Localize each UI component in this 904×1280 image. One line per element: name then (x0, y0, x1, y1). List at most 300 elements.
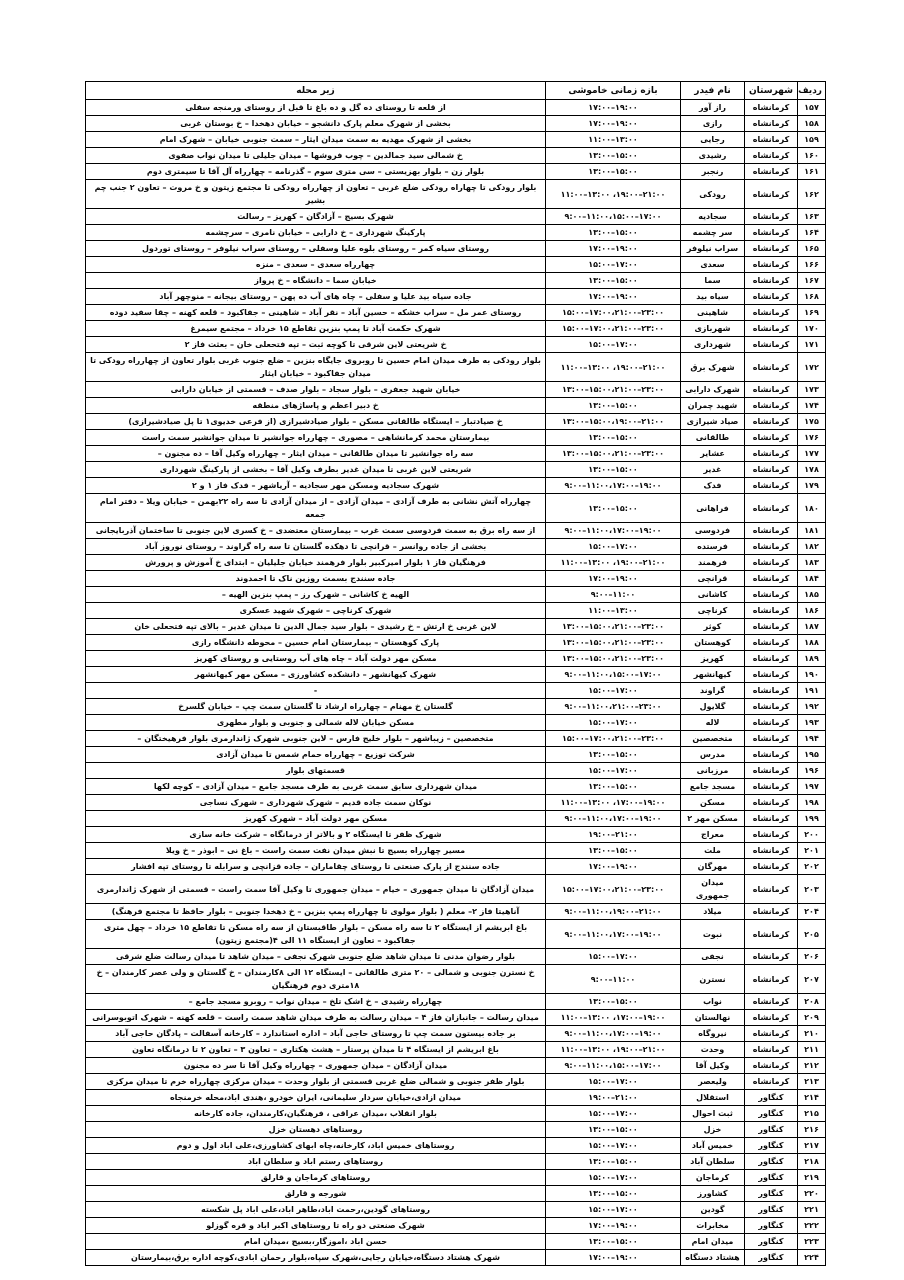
cell-subarea: میدان ازادی،خیابان سردار سلیمانی، ایران خودرو ،هندی اباد،محله خرمنجاه (86, 1090, 546, 1106)
cell-outage-time: ۱۷:۰۰–۱۹:۰۰ (546, 289, 681, 305)
cell-subarea: باغ ابریشم از ایستگاه ۴ تا میدان پرستار – هشت هکتاری – تعاون ۳ – تعاون ۲ تا درمانگاه تعاون (86, 1042, 546, 1058)
cell-subarea: خ شریعتی لاین شرقی تا کوچه ثبت – تپه فتحعلی خان – بعثت فاز ۲ (86, 337, 546, 353)
cell-outage-time: ۱۵:۰۰–۱۷:۰۰،۲۱:۰۰–۲۳:۰۰ (546, 305, 681, 321)
cell-city: کنگاور (745, 1170, 798, 1186)
cell-outage-time: ۹:۰۰–۱۱:۰۰ (546, 965, 681, 994)
cell-feeder-name: سجادیه (681, 209, 745, 225)
cell-subarea: بیمارستان محمد کرمانشاهی – مصوری – چهارراه جوانشیر تا میدان جوانشیر سمت راست (86, 430, 546, 446)
cell-row-number: ۲۱۹ (798, 1170, 826, 1186)
cell-city: کرمانشاه (745, 619, 798, 635)
table-row (86, 747, 826, 763)
cell-outage-time: ۱۳:۰۰–۱۵:۰۰ (546, 225, 681, 241)
table-row (86, 1154, 826, 1170)
cell-subarea: فرهنگیان فاز ۱ بلوار امیرکبیر بلوار فرهمند خیابان جلیلیان – ابتدای خ آموزش و پرورش (86, 555, 546, 571)
cell-feeder-name: سعدی (681, 257, 745, 273)
table-row (86, 571, 826, 587)
cell-row-number: ۲۲۱ (798, 1202, 826, 1218)
cell-feeder-name: ولیعصر (681, 1074, 745, 1090)
cell-feeder-name: کرماجان (681, 1170, 745, 1186)
table-row (86, 1202, 826, 1218)
cell-outage-time: ۹:۰۰–۱۱:۰۰،۱۵:۰۰–۱۷:۰۰ (546, 667, 681, 683)
cell-subarea: بلوار زن – بلوار بهزیستی – سی متری سوم – گذرنامه – چهارراه آل آقا تا سیمتری دوم (86, 164, 546, 180)
cell-row-number: ۱۹۷ (798, 779, 826, 795)
cell-outage-time: ۱۵:۰۰–۱۷:۰۰ (546, 1074, 681, 1090)
table-row (86, 1122, 826, 1138)
cell-row-number: ۲۰۵ (798, 920, 826, 949)
cell-subarea: روستاهای خمیس اباد، کارخانه،چاه ابهای کشاورزی،علی اباد اول و دوم (86, 1138, 546, 1154)
cell-row-number: ۱۸۸ (798, 635, 826, 651)
cell-city: کرمانشاه (745, 795, 798, 811)
cell-feeder-name: مسکن مهر ۲ (681, 811, 745, 827)
cell-subarea: روستای عمر مل – سراب خشکه – حسین آباد – نقر آباد – شاهینی – جفاکبود – قلعه کهنه – چقا سفید دوده (86, 305, 546, 321)
cell-city: کرمانشاه (745, 763, 798, 779)
cell-row-number: ۲۲۳ (798, 1234, 826, 1250)
cell-outage-time: ۹:۰۰–۱۱:۰۰ (546, 587, 681, 603)
cell-outage-time: ۱۳:۰۰–۱۵:۰۰ (546, 1122, 681, 1138)
cell-outage-time: ۱۷:۰۰–۱۹:۰۰ (546, 116, 681, 132)
cell-feeder-name: نجفی (681, 949, 745, 965)
cell-subarea: میدان شهرداری سابق سمت غربی به طرف مسجد جامع – میدان آزادی – کوچه لکها (86, 779, 546, 795)
table-row (86, 273, 826, 289)
cell-row-number: ۱۵۷ (798, 100, 826, 116)
cell-row-number: ۱۸۷ (798, 619, 826, 635)
cell-feeder-name: هشتاد دستگاه (681, 1250, 745, 1266)
cell-city: کرمانشاه (745, 273, 798, 289)
cell-city: کنگاور (745, 1154, 798, 1170)
cell-outage-time: ۹:۰۰–۱۱:۰۰،۱۷:۰۰–۱۹:۰۰ (546, 478, 681, 494)
cell-city: کرمانشاه (745, 478, 798, 494)
cell-row-number: ۱۸۰ (798, 494, 826, 523)
cell-city: کرمانشاه (745, 715, 798, 731)
cell-feeder-name: صیاد شیرازی (681, 414, 745, 430)
cell-city: کرمانشاه (745, 920, 798, 949)
cell-subarea: بلوار رودکی به طرف میدان امام حسین تا روبروی جایگاه بنزین – ضلع جنوب غربی بلوار تعاون از چهارراه رودکی تا میدان جفاکبود – خیابان ایثار (86, 353, 546, 382)
header-feeder-name: نام فیدر (681, 82, 745, 100)
cell-row-number: ۲۲۰ (798, 1186, 826, 1202)
cell-subarea: قسمتهای بلوار (86, 763, 546, 779)
cell-row-number: ۱۶۸ (798, 289, 826, 305)
cell-outage-time: ۱۳:۰۰–۱۵:۰۰ (546, 148, 681, 164)
cell-subarea: میدان آزادگان – میدان جمهوری – چهارراه وکیل آقا تا سر ده مجنون (86, 1058, 546, 1074)
cell-feeder-name: شهرک برق (681, 353, 745, 382)
table-row (86, 1138, 826, 1154)
cell-city: کنگاور (745, 1122, 798, 1138)
table-row (86, 478, 826, 494)
table-row (86, 132, 826, 148)
cell-outage-time: ۱۵:۰۰–۱۷:۰۰ (546, 1202, 681, 1218)
cell-row-number: ۱۶۵ (798, 241, 826, 257)
cell-feeder-name: متخصصین (681, 731, 745, 747)
cell-row-number: ۲۰۴ (798, 904, 826, 920)
cell-row-number: ۱۸۹ (798, 651, 826, 667)
table-row (86, 209, 826, 225)
cell-row-number: ۱۷۴ (798, 398, 826, 414)
cell-feeder-name: سراب نیلوفر (681, 241, 745, 257)
cell-subarea: خ دبیر اعظم و پاساژهای منطقه (86, 398, 546, 414)
cell-feeder-name: رودکی (681, 180, 745, 209)
cell-subarea: لاین غربی خ ارتش – خ رشیدی – بلوار سید جمال الدین تا میدان غدیر – بالای تپه فتحعلی خان (86, 619, 546, 635)
cell-feeder-name: نبوت (681, 920, 745, 949)
cell-city: کرمانشاه (745, 1058, 798, 1074)
cell-outage-time: ۱۵:۰۰–۱۷:۰۰ (546, 1106, 681, 1122)
cell-subarea: بخشی از جاده روانسر – قرانچی تا دهکده گلستان تا سه راه گراوند – روستای نوروز آباد (86, 539, 546, 555)
cell-row-number: ۲۱۴ (798, 1090, 826, 1106)
cell-outage-time: ۱۳:۰۰–۱۵:۰۰ (546, 779, 681, 795)
cell-feeder-name: گراوند (681, 683, 745, 699)
cell-feeder-name: فردوسی (681, 523, 745, 539)
table-row (86, 225, 826, 241)
cell-subarea: شهرک کرناچی – شهرک شهید عسکری (86, 603, 546, 619)
cell-feeder-name: عشایر (681, 446, 745, 462)
cell-feeder-name: کشاورز (681, 1186, 745, 1202)
cell-outage-time: ۱۵:۰۰–۱۷:۰۰ (546, 763, 681, 779)
table-row (86, 1058, 826, 1074)
cell-subarea: پارکینگ شهرداری – خ دارابی – خیابان نامری – سرچشمه (86, 225, 546, 241)
cell-outage-time: ۱۵:۰۰–۱۷:۰۰ (546, 257, 681, 273)
cell-city: کرمانشاه (745, 904, 798, 920)
cell-row-number: ۱۶۹ (798, 305, 826, 321)
table-row (86, 353, 826, 382)
cell-subarea: روستاهای دهستان خزل (86, 1122, 546, 1138)
cell-row-number: ۱۹۰ (798, 667, 826, 683)
table-row (86, 148, 826, 164)
cell-outage-time: ۱۱:۰۰–۱۳:۰۰ ،۱۹:۰۰–۲۱:۰۰ (546, 1042, 681, 1058)
cell-row-number: ۱۷۱ (798, 337, 826, 353)
cell-subarea: شرکت توزیع – چهارراه حمام شمس تا میدان آزادی (86, 747, 546, 763)
cell-city: کرمانشاه (745, 555, 798, 571)
cell-outage-time: ۹:۰۰–۱۱:۰۰،۱۷:۰۰–۱۹:۰۰ (546, 811, 681, 827)
cell-feeder-name: نواب (681, 994, 745, 1010)
cell-feeder-name: نیروگاه (681, 1026, 745, 1042)
cell-outage-time: ۱۵:۰۰–۱۷:۰۰ (546, 715, 681, 731)
cell-row-number: ۱۵۸ (798, 116, 826, 132)
cell-feeder-name: طالقانی (681, 430, 745, 446)
cell-city: کنگاور (745, 1250, 798, 1266)
cell-row-number: ۱۶۶ (798, 257, 826, 273)
cell-city: کرمانشاه (745, 337, 798, 353)
cell-row-number: ۲۱۷ (798, 1138, 826, 1154)
cell-outage-time: ۱۷:۰۰–۱۹:۰۰ (546, 1218, 681, 1234)
table-row (86, 1250, 826, 1266)
cell-feeder-name: گلایول (681, 699, 745, 715)
cell-row-number: ۱۶۲ (798, 180, 826, 209)
cell-outage-time: ۱۳:۰۰–۱۵:۰۰،۲۱:۰۰–۲۳:۰۰ (546, 651, 681, 667)
table-row (86, 875, 826, 904)
table-row (86, 164, 826, 180)
cell-outage-time: ۱۱:۰۰–۱۳:۰۰ ،۱۹:۰۰–۲۱:۰۰ (546, 353, 681, 382)
cell-city: کنگاور (745, 1106, 798, 1122)
header-subarea: زیر محله (86, 82, 546, 100)
table-row (86, 920, 826, 949)
cell-city: کرمانشاه (745, 241, 798, 257)
table-row (86, 843, 826, 859)
cell-city: کرمانشاه (745, 603, 798, 619)
cell-row-number: ۱۹۸ (798, 795, 826, 811)
cell-city: کرمانشاه (745, 523, 798, 539)
cell-subarea: خیابان سما – دانشگاه – خ پرواز (86, 273, 546, 289)
cell-subarea: شهرک هشتاد دستگاه،خیابان رجایی،شهرک سپاه،بلوار رحمان ابادی،کوچه اداره برق،بیمارستان (86, 1250, 546, 1266)
cell-outage-time: ۱۵:۰۰–۱۷:۰۰ (546, 949, 681, 965)
cell-outage-time: ۹:۰۰–۱۱:۰۰،۱۷:۰۰–۱۹:۰۰ (546, 920, 681, 949)
table-row (86, 763, 826, 779)
cell-city: کرمانشاه (745, 1042, 798, 1058)
cell-subarea: حسن اباد ،اموزگار،بسیج ،میدان امام (86, 1234, 546, 1250)
header-city: شهرستان (745, 82, 798, 100)
cell-feeder-name: فدک (681, 478, 745, 494)
header-outage-time: بازه زمانی خاموشی (546, 82, 681, 100)
cell-outage-time: ۱۳:۰۰–۱۵:۰۰،۱۹:۰۰–۲۱:۰۰ (546, 414, 681, 430)
table-row (86, 305, 826, 321)
cell-outage-time: ۱۱:۰۰–۱۳:۰۰ (546, 603, 681, 619)
cell-subarea: شهرک حکمت آباد تا پمپ بنزین تقاطع ۱۵ خرداد – مجتمع سیمرغ (86, 321, 546, 337)
cell-feeder-name: شاهینی (681, 305, 745, 321)
cell-subarea: شهرک صنعتی دو راه تا روستاهای اکبر اباد و قره گوزلو (86, 1218, 546, 1234)
cell-feeder-name: سیاه بید (681, 289, 745, 305)
cell-city: کرمانشاه (745, 699, 798, 715)
cell-row-number: ۱۶۴ (798, 225, 826, 241)
cell-city: کرمانشاه (745, 305, 798, 321)
table-row (86, 827, 826, 843)
cell-outage-time: ۹:۰۰–۱۱:۰۰،۱۷:۰۰–۱۹:۰۰ (546, 523, 681, 539)
table-row (86, 555, 826, 571)
cell-subarea: روستاهای رستم اباد و سلطان اباد (86, 1154, 546, 1170)
table-row (86, 1234, 826, 1250)
cell-outage-time: ۱۷:۰۰–۱۹:۰۰ (546, 100, 681, 116)
cell-subarea: بلوار رودکی تا چهاراه رودکی ضلع غربی – تعاون از چهارراه رودکی تا مجتمع زیتون و خ مروت – تعاون ۲ جنب چم بشیر (86, 180, 546, 209)
cell-city: کرمانشاه (745, 116, 798, 132)
cell-row-number: ۲۰۰ (798, 827, 826, 843)
cell-row-number: ۱۹۵ (798, 747, 826, 763)
cell-row-number: ۱۷۲ (798, 353, 826, 382)
cell-outage-time: ۱۷:۰۰–۱۹:۰۰ (546, 859, 681, 875)
cell-feeder-name: میدان جمهوری (681, 875, 745, 904)
cell-city: کرمانشاه (745, 859, 798, 875)
cell-outage-time: ۱۳:۰۰–۱۵:۰۰ (546, 273, 681, 289)
cell-feeder-name: کوهستان (681, 635, 745, 651)
cell-row-number: ۱۹۶ (798, 763, 826, 779)
table-row (86, 289, 826, 305)
cell-subarea: جاده سیاه بید علیا و سفلی – چاه های آب ده پهن – روستای بیجانه – منوچهر آباد (86, 289, 546, 305)
cell-row-number: ۲۱۳ (798, 1074, 826, 1090)
cell-city: کرمانشاه (745, 571, 798, 587)
cell-outage-time: ۱۵:۰۰–۱۷:۰۰ (546, 539, 681, 555)
cell-city: کرمانشاه (745, 949, 798, 965)
cell-city: کرمانشاه (745, 635, 798, 651)
cell-row-number: ۱۷۷ (798, 446, 826, 462)
cell-subarea: چهارراه رشیدی – خ اشک تلخ – میدان نواب – روبرو مسجد جامع – (86, 994, 546, 1010)
table-row (86, 1042, 826, 1058)
table-row (86, 994, 826, 1010)
cell-feeder-name: راز آور (681, 100, 745, 116)
cell-row-number: ۱۹۱ (798, 683, 826, 699)
table-row (86, 462, 826, 478)
cell-feeder-name: میدان امام (681, 1234, 745, 1250)
cell-outage-time: ۱۳:۰۰–۱۵:۰۰ (546, 164, 681, 180)
table-row (86, 635, 826, 651)
cell-outage-time: ۱۵:۰۰–۱۷:۰۰ (546, 1170, 681, 1186)
cell-feeder-name: استقلال (681, 1090, 745, 1106)
table-row (86, 619, 826, 635)
cell-subarea: الهیه خ کاشانی – شهرک رز – پمپ بنزین الهیه – (86, 587, 546, 603)
cell-city: کرمانشاه (745, 651, 798, 667)
cell-subarea: مسکن خیابان لاله شمالی و جنوبی و بلوار مطهری (86, 715, 546, 731)
cell-city: کرمانشاه (745, 747, 798, 763)
table-row (86, 446, 826, 462)
cell-row-number: ۱۵۹ (798, 132, 826, 148)
cell-outage-time: ۱۳:۰۰–۱۵:۰۰ (546, 1186, 681, 1202)
cell-outage-time: ۱۵:۰۰–۱۷:۰۰ (546, 337, 681, 353)
cell-feeder-name: مخابرات (681, 1218, 745, 1234)
cell-row-number: ۲۱۰ (798, 1026, 826, 1042)
cell-city: کنگاور (745, 1138, 798, 1154)
cell-subarea: بلوار رضوان مدنی تا میدان شاهد ضلع جنوبی شهرک نجفی – میدان شاهد تا میدان رسالت ضلع شرقی (86, 949, 546, 965)
cell-feeder-name: لاله (681, 715, 745, 731)
cell-city: کرمانشاه (745, 180, 798, 209)
cell-feeder-name: خزل (681, 1122, 745, 1138)
cell-outage-time: ۱۱:۰۰–۱۳:۰۰ ،۱۷:۰۰–۱۹:۰۰ (546, 1010, 681, 1026)
cell-subarea: شهرک سجادیه ومسکن مهر سجادیه – آریاشهر – فدک فاز ۱ و ۲ (86, 478, 546, 494)
cell-outage-time: ۹:۰۰–۱۱:۰۰،۲۱:۰۰–۲۳:۰۰ (546, 699, 681, 715)
cell-row-number: ۱۷۹ (798, 478, 826, 494)
cell-subarea: میدان آزادگان تا میدان جمهوری – خیام – میدان جمهوری تا وکیل آقا سمت راست – قسمتی از شهرک ژاندارمری (86, 875, 546, 904)
cell-outage-time: ۱۳:۰۰–۱۵:۰۰ (546, 994, 681, 1010)
cell-outage-time: ۱۳:۰۰–۱۵:۰۰ (546, 1234, 681, 1250)
cell-city: کرمانشاه (745, 1074, 798, 1090)
table-row (86, 1026, 826, 1042)
table-row (86, 795, 826, 811)
cell-subarea: گلستان خ مهنام – چهارراه ارشاد تا گلستان سمت چپ – خیابان گلسرخ (86, 699, 546, 715)
cell-city: کرمانشاه (745, 398, 798, 414)
cell-feeder-name: گودین (681, 1202, 745, 1218)
cell-city: کرمانشاه (745, 1010, 798, 1026)
cell-city: کرمانشاه (745, 100, 798, 116)
cell-row-number: ۱۶۱ (798, 164, 826, 180)
table-row (86, 731, 826, 747)
cell-feeder-name: مسجد جامع (681, 779, 745, 795)
table-row (86, 667, 826, 683)
cell-subarea: باغ ابریشم از ایستگاه ۲ تا سه راه مسکن – بلوار طاقبستان از سه راه مسکن تا تقاطع ۱۵ خرداد – چهل متری جفاکبود – تعاون از ایستگاه ۱۱ الی ۴(مجتمع زیتون) (86, 920, 546, 949)
table-row (86, 811, 826, 827)
cell-feeder-name: رشیدی (681, 148, 745, 164)
cell-feeder-name: وکیل آقا (681, 1058, 745, 1074)
cell-subarea: چهارراه سعدی – سعدی – منزه (86, 257, 546, 273)
cell-outage-time: ۱۱:۰۰–۱۳:۰۰ ،۱۷:۰۰–۱۹:۰۰ (546, 795, 681, 811)
cell-outage-time: ۱۵:۰۰–۱۷:۰۰ (546, 683, 681, 699)
cell-outage-time: ۱۵:۰۰–۱۷:۰۰،۲۱:۰۰–۲۳:۰۰ (546, 875, 681, 904)
cell-city: کرمانشاه (745, 827, 798, 843)
table-row (86, 651, 826, 667)
cell-outage-time: ۱۳:۰۰–۱۵:۰۰،۲۱:۰۰–۲۳:۰۰ (546, 619, 681, 635)
cell-row-number: ۲۰۲ (798, 859, 826, 875)
cell-feeder-name: مرزبانی (681, 763, 745, 779)
cell-subarea: روستای سیاه کمر – روستای بلوه علیا وسفلی – روستای سراب نیلوفر – روستای توردول (86, 241, 546, 257)
table-header-row (86, 82, 826, 100)
cell-city: کرمانشاه (745, 811, 798, 827)
table-row (86, 100, 826, 116)
cell-subarea: خیابان شهید جعفری – بلوار سجاد – بلوار صدف – قسمتی از خیابان دارابی (86, 382, 546, 398)
cell-feeder-name: فرهمند (681, 555, 745, 571)
cell-row-number: ۲۰۳ (798, 875, 826, 904)
cell-row-number: ۱۷۸ (798, 462, 826, 478)
cell-feeder-name: نهالستان (681, 1010, 745, 1026)
cell-subarea: مسکن مهر دولت آباد – چاه های آب روستایی و روستای کهریز (86, 651, 546, 667)
cell-feeder-name: شهید چمران (681, 398, 745, 414)
cell-city: کرمانشاه (745, 994, 798, 1010)
cell-row-number: ۲۲۲ (798, 1218, 826, 1234)
cell-feeder-name: وحدت (681, 1042, 745, 1058)
cell-subarea: بر جاده بیستون سمت چپ تا روستای حاجی آباد – اداره استاندارد – کارخانه آسفالت – پادگان حاجی آباد (86, 1026, 546, 1042)
cell-city: کرمانشاه (745, 353, 798, 382)
cell-city: کرمانشاه (745, 965, 798, 994)
cell-row-number: ۲۰۸ (798, 994, 826, 1010)
cell-outage-time: ۱۷:۰۰–۱۹:۰۰ (546, 1250, 681, 1266)
cell-subarea: مسکن مهر دولت آباد – شهرک کهریز (86, 811, 546, 827)
table-row (86, 414, 826, 430)
cell-feeder-name: کوثر (681, 619, 745, 635)
cell-feeder-name: فراهانی (681, 494, 745, 523)
cell-feeder-name: غدیر (681, 462, 745, 478)
cell-subarea: شهرک ظفر تا ایستگاه ۲ و بالاتر از درمانگاه – شرکت خانه سازی (86, 827, 546, 843)
cell-city: کرمانشاه (745, 587, 798, 603)
cell-feeder-name: شهرک دارابی (681, 382, 745, 398)
cell-row-number: ۱۷۵ (798, 414, 826, 430)
cell-feeder-name: ملت (681, 843, 745, 859)
cell-subarea: روستاهای گودین،رحمت اباد،طاهر اباد،علی اباد پل شکسته (86, 1202, 546, 1218)
table-row (86, 949, 826, 965)
cell-row-number: ۱۶۰ (798, 148, 826, 164)
cell-row-number: ۱۸۳ (798, 555, 826, 571)
cell-row-number: ۲۰۷ (798, 965, 826, 994)
cell-feeder-name: کرناچی (681, 603, 745, 619)
cell-outage-time: ۱۱:۰۰–۱۳:۰۰ (546, 132, 681, 148)
cell-outage-time: ۱۳:۰۰–۱۵:۰۰،۲۱:۰۰–۲۳:۰۰ (546, 635, 681, 651)
cell-row-number: ۱۹۲ (798, 699, 826, 715)
cell-city: کرمانشاه (745, 321, 798, 337)
cell-row-number: ۱۷۳ (798, 382, 826, 398)
cell-feeder-name: کاشانی (681, 587, 745, 603)
cell-city: کرمانشاه (745, 414, 798, 430)
cell-city: کنگاور (745, 1186, 798, 1202)
cell-subarea: پارک کوهستان – بیمارستان امام حسین – محوطه دانشگاه رازی (86, 635, 546, 651)
cell-subarea: شهرک کیهانشهر – دانشکده کشاورزی – مسکن مهر کیهانشهر (86, 667, 546, 683)
cell-subarea: جاده سنندج بسمت روزین ناک تا احمدوند (86, 571, 546, 587)
cell-outage-time: ۱۱:۰۰–۱۳:۰۰ ،۱۹:۰۰–۲۱:۰۰ (546, 555, 681, 571)
cell-subarea: خ صیادتبار – ایستگاه طالقانی مسکن – بلوار صیادشیرازی (از فرعی خدیوی۱ تا پل صیادشیرازی) (86, 414, 546, 430)
cell-feeder-name: نسترن (681, 965, 745, 994)
cell-subarea: جاده سنندج از پارک صنعتی تا روستای چقاماران – جاده قزانچی و سرابله تا روستای تپه افشار (86, 859, 546, 875)
cell-subarea: شورجه و قارلق (86, 1186, 546, 1202)
cell-subarea: متخصصین – زیباشهر – بلوار خلیج فارس – لاین جنوبی شهرک ژاندارمری بلوار فرهیختگان – (86, 731, 546, 747)
cell-row-number: ۱۸۲ (798, 539, 826, 555)
cell-outage-time: ۹:۰۰–۱۱:۰۰،۱۵:۰۰–۱۷:۰۰ (546, 1058, 681, 1074)
cell-city: کرمانشاه (745, 462, 798, 478)
table-row (86, 859, 826, 875)
cell-row-number: ۱۷۰ (798, 321, 826, 337)
cell-city: کنگاور (745, 1234, 798, 1250)
table-row (86, 904, 826, 920)
table-row (86, 1218, 826, 1234)
cell-row-number: ۱۶۷ (798, 273, 826, 289)
cell-city: کنگاور (745, 1218, 798, 1234)
table-row (86, 1170, 826, 1186)
cell-feeder-name: رازی (681, 116, 745, 132)
cell-outage-time: ۱۵:۰۰–۱۷:۰۰،۲۱:۰۰–۲۳:۰۰ (546, 321, 681, 337)
cell-feeder-name: مدرس (681, 747, 745, 763)
table-row (86, 603, 826, 619)
cell-feeder-name: مسکن (681, 795, 745, 811)
cell-row-number: ۱۸۵ (798, 587, 826, 603)
cell-feeder-name: معراج (681, 827, 745, 843)
